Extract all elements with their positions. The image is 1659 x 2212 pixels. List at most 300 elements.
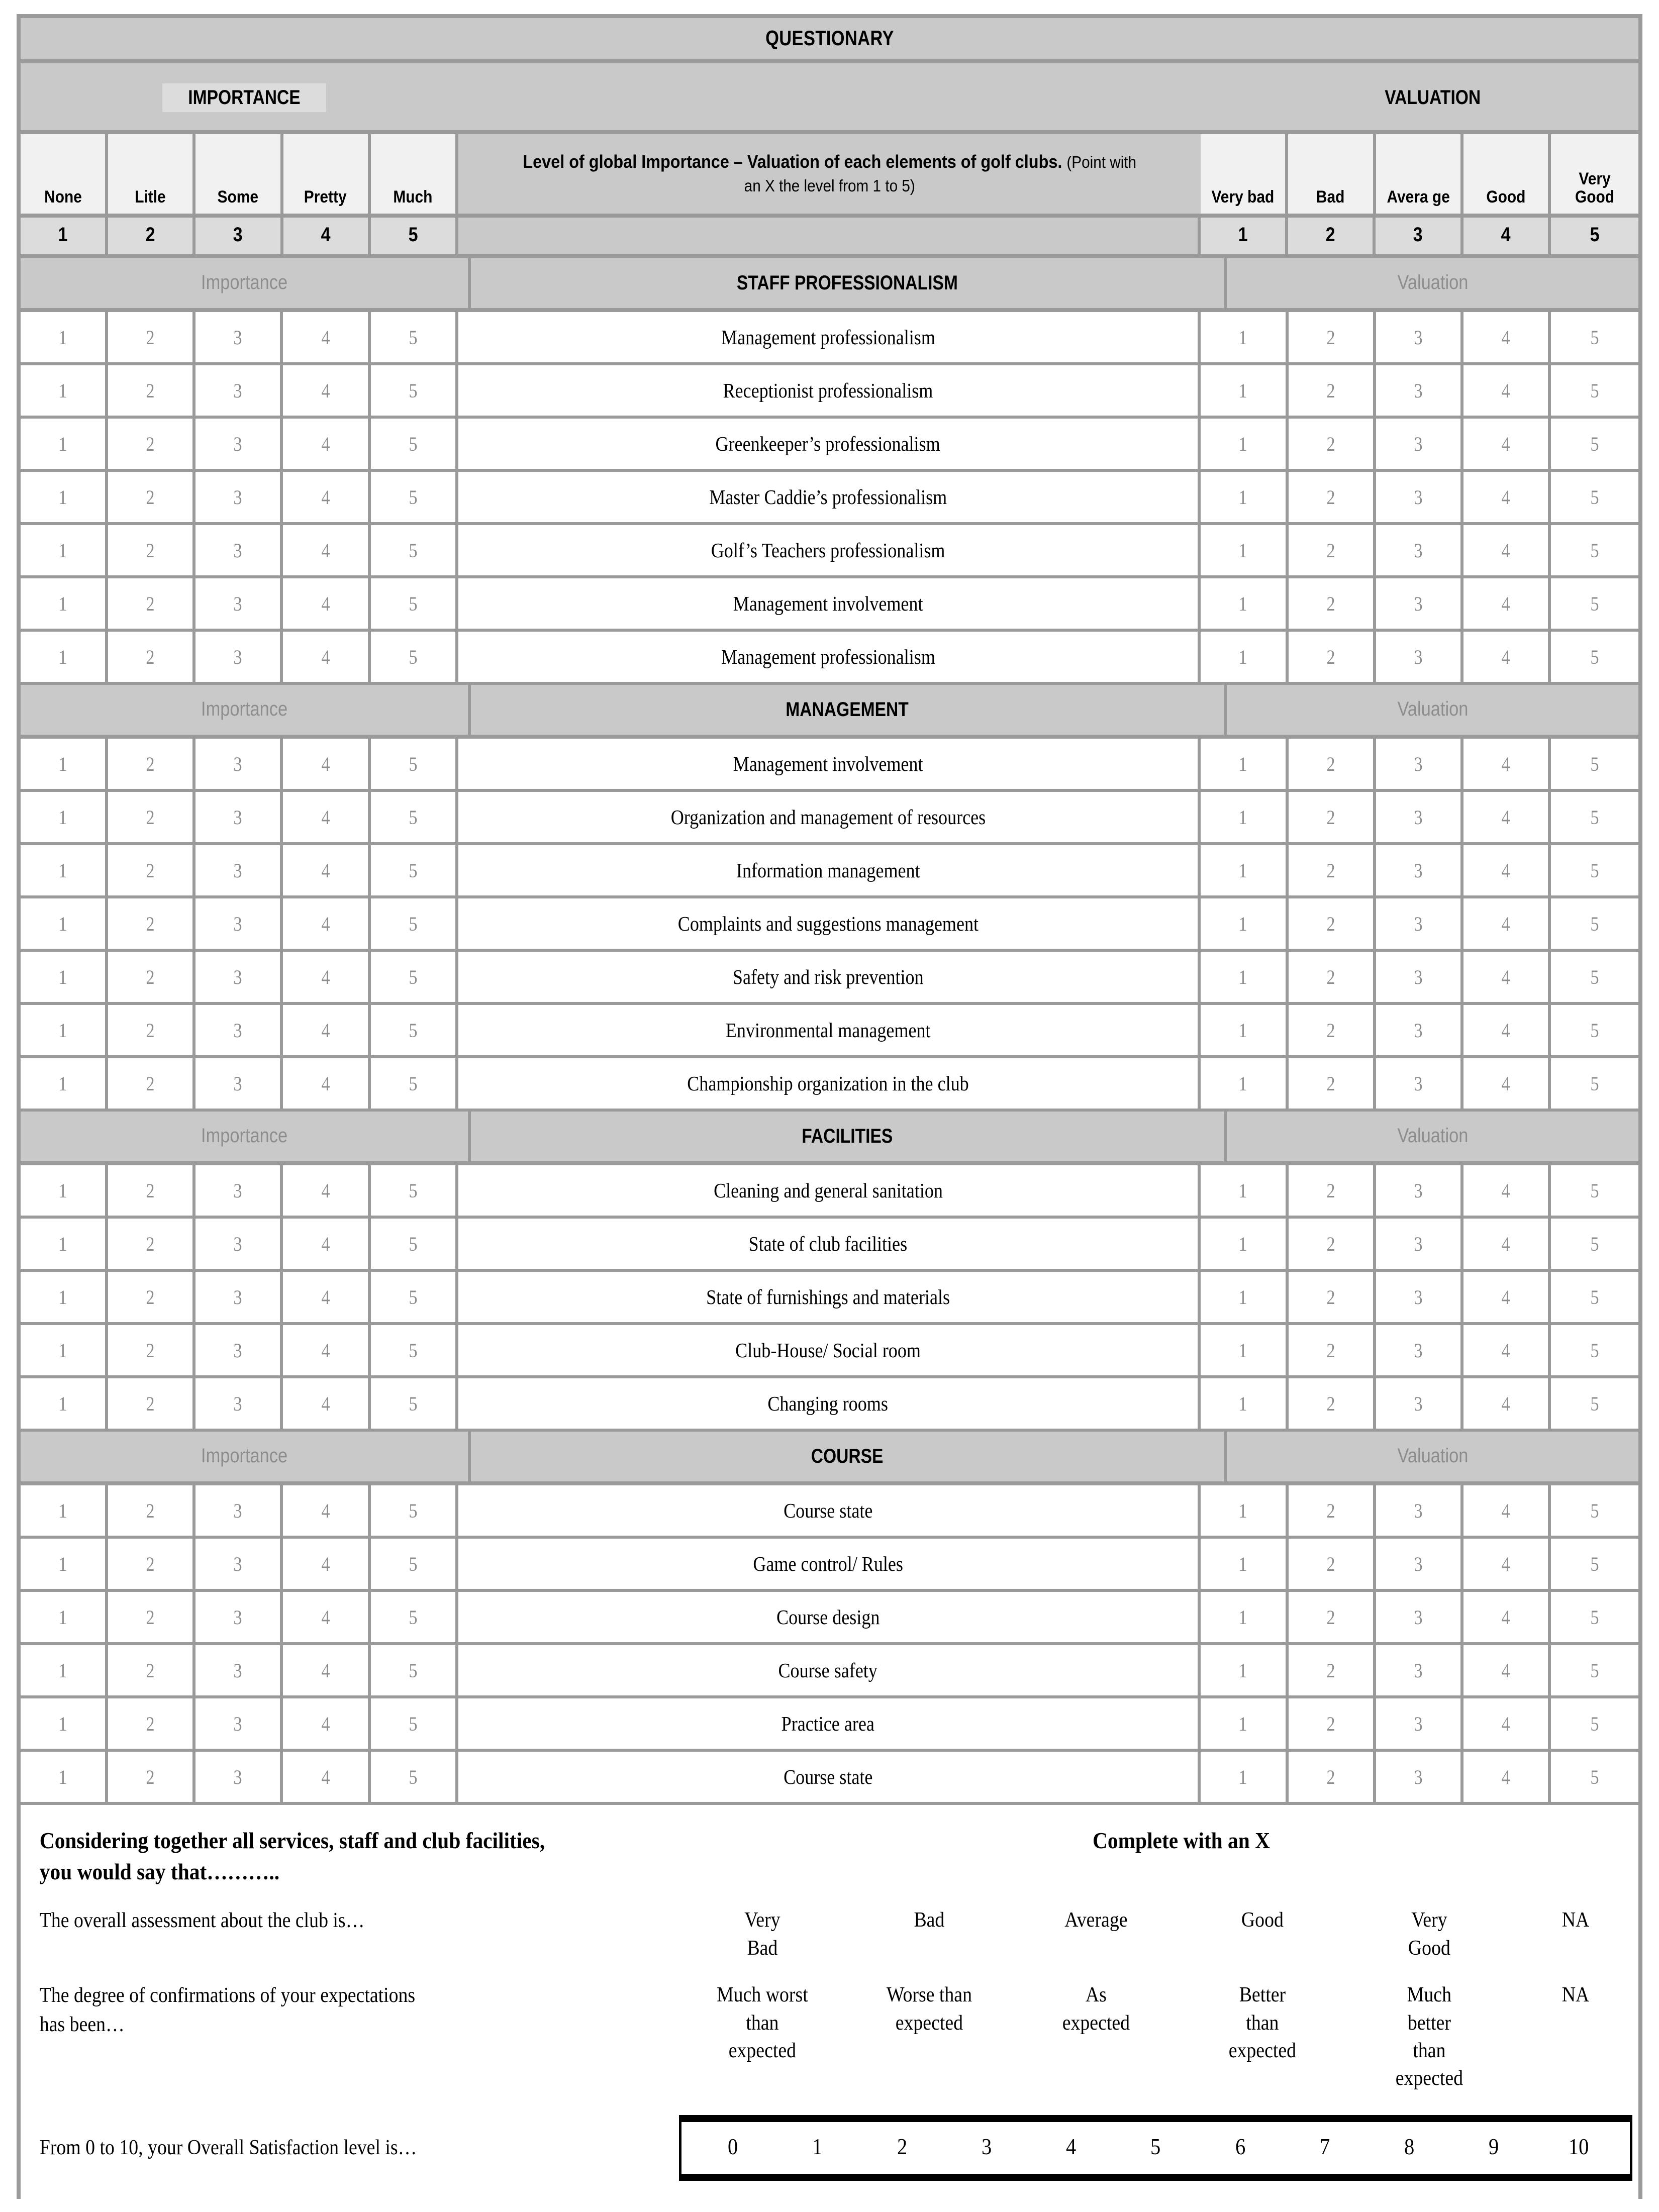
valuation-cell-4-value: 4 [1501, 485, 1510, 509]
valuation-cell-4[interactable] [1463, 365, 1551, 416]
importance-cell-4-value: 4 [321, 1019, 330, 1042]
expectations-option-4[interactable] [1188, 1981, 1338, 2093]
importance-cell-4[interactable] [283, 1752, 370, 1802]
valuation-cell-1[interactable] [1201, 1272, 1288, 1322]
valuation-cell-4[interactable] [1463, 1378, 1551, 1429]
importance-cell-2[interactable] [108, 845, 196, 895]
valuation-cell-2[interactable] [1289, 845, 1376, 895]
valuation-cell-4[interactable] [1463, 1325, 1551, 1375]
importance-cell-4[interactable] [283, 578, 370, 629]
satisfaction-scale-box[interactable] [679, 2115, 1632, 2181]
satisfaction-value-7[interactable]: 7 [1319, 2133, 1330, 2159]
valuation-cell-2[interactable] [1289, 1272, 1376, 1322]
importance-cell-4[interactable] [283, 1485, 370, 1536]
importance-cell-4[interactable] [283, 1592, 370, 1642]
expectations-option-3[interactable] [1021, 1981, 1171, 2093]
valuation-cell-4[interactable] [1463, 312, 1551, 362]
valuation-cell-1[interactable] [1201, 472, 1288, 522]
importance-cell-5[interactable] [371, 632, 458, 682]
valuation-cell-5[interactable] [1551, 1378, 1638, 1429]
importance-cell-4[interactable] [283, 632, 370, 682]
question-expectations [21, 1981, 1638, 2093]
valuation-cell-1[interactable] [1201, 1539, 1288, 1589]
importance-cell-1[interactable] [21, 792, 108, 842]
valuation-cell-2[interactable] [1289, 898, 1376, 949]
importance-cell-4[interactable] [283, 845, 370, 895]
valuation-cell-5[interactable] [1551, 739, 1638, 789]
importance-cell-3[interactable] [196, 1698, 283, 1749]
importance-cell-1[interactable] [21, 1539, 108, 1589]
importance-cell-2[interactable] [108, 1378, 196, 1429]
importance-cell-5[interactable] [371, 1485, 458, 1536]
valuation-cell-5[interactable] [1551, 1752, 1638, 1802]
valuation-cell-4[interactable] [1463, 1539, 1551, 1589]
valuation-cell-1[interactable] [1201, 312, 1288, 362]
importance-cell-4[interactable] [283, 525, 370, 575]
importance-cell-1[interactable] [21, 1592, 108, 1642]
importance-cell-5[interactable] [371, 1219, 458, 1269]
importance-cell-5[interactable] [371, 525, 458, 575]
importance-cell-4[interactable] [283, 1165, 370, 1216]
importance-cell-1[interactable] [21, 1698, 108, 1749]
overall-assessment-option-4[interactable] [1188, 1906, 1338, 1962]
col-header-importance-3 [196, 134, 283, 214]
importance-cell-4[interactable] [283, 1325, 370, 1375]
valuation-cell-5[interactable] [1551, 1272, 1638, 1322]
valuation-cell-1[interactable] [1201, 1752, 1288, 1802]
importance-cell-1[interactable] [21, 1219, 108, 1269]
valuation-cell-1[interactable] [1201, 1592, 1288, 1642]
section-band-title [468, 258, 1227, 308]
importance-cell-5[interactable] [371, 578, 458, 629]
valuation-cell-3[interactable] [1376, 1058, 1463, 1109]
importance-cell-4[interactable] [283, 898, 370, 949]
importance-cell-3-value: 3 [233, 1285, 242, 1309]
valuation-cell-4[interactable] [1463, 1219, 1551, 1269]
overall-assessment-option-6[interactable] [1519, 1906, 1632, 1962]
importance-cell-2[interactable] [108, 792, 196, 842]
valuation-cell-3[interactable] [1376, 898, 1463, 949]
importance-cell-5[interactable] [371, 898, 458, 949]
importance-cell-3[interactable] [196, 419, 283, 469]
valuation-cell-1[interactable] [1201, 419, 1288, 469]
valuation-cell-2[interactable] [1289, 1005, 1376, 1055]
importance-cell-1[interactable] [21, 1325, 108, 1375]
importance-cell-1[interactable] [21, 632, 108, 682]
expectations-option-2[interactable] [854, 1981, 1004, 2093]
importance-cell-5-value: 5 [409, 539, 418, 562]
valuation-cell-1[interactable] [1201, 578, 1288, 629]
importance-cell-1[interactable] [21, 1058, 108, 1109]
valuation-cell-1[interactable] [1201, 1485, 1288, 1536]
satisfaction-value-10[interactable]: 10 [1568, 2133, 1589, 2159]
importance-cell-1-value: 1 [58, 1712, 67, 1735]
valuation-cell-2[interactable] [1289, 312, 1376, 362]
importance-cell-2[interactable] [108, 952, 196, 1002]
importance-cell-1[interactable] [21, 898, 108, 949]
valuation-cell-1[interactable] [1201, 525, 1288, 575]
valuation-cell-4[interactable] [1463, 632, 1551, 682]
importance-cell-2[interactable] [108, 1752, 196, 1802]
importance-cell-1[interactable] [21, 1272, 108, 1322]
valuation-cell-3[interactable] [1376, 1005, 1463, 1055]
valuation-cell-1[interactable] [1201, 1005, 1288, 1055]
valuation-cell-4[interactable] [1463, 419, 1551, 469]
importance-cell-1[interactable] [21, 578, 108, 629]
importance-cell-2[interactable] [108, 1698, 196, 1749]
valuation-cell-1[interactable] [1201, 1378, 1288, 1429]
importance-cell-4[interactable] [283, 1058, 370, 1109]
importance-cell-4[interactable] [283, 1219, 370, 1269]
importance-cell-2[interactable] [108, 1645, 196, 1695]
valuation-cell-5[interactable] [1551, 952, 1638, 1002]
valuation-cell-3[interactable] [1376, 525, 1463, 575]
valuation-cell-3[interactable] [1376, 365, 1463, 416]
valuation-cell-5[interactable] [1551, 1539, 1638, 1589]
importance-cell-3[interactable] [196, 1219, 283, 1269]
valuation-cell-5[interactable] [1551, 1058, 1638, 1109]
valuation-cell-2[interactable] [1289, 1539, 1376, 1589]
valuation-cell-3[interactable] [1376, 1325, 1463, 1375]
valuation-cell-2[interactable] [1289, 1752, 1376, 1802]
valuation-cell-1[interactable] [1201, 365, 1288, 416]
importance-cell-5[interactable] [371, 792, 458, 842]
importance-cell-4[interactable] [283, 1005, 370, 1055]
importance-cell-3[interactable] [196, 1325, 283, 1375]
importance-cell-3[interactable] [196, 1272, 283, 1322]
valuation-cell-3[interactable] [1376, 1485, 1463, 1536]
importance-cell-3[interactable] [196, 845, 283, 895]
valuation-cell-4[interactable] [1463, 792, 1551, 842]
importance-cell-2[interactable] [108, 1485, 196, 1536]
importance-cell-5[interactable] [371, 1165, 458, 1216]
importance-cell-2[interactable] [108, 739, 196, 789]
satisfaction-value-5[interactable]: 5 [1150, 2133, 1161, 2159]
importance-cell-3-value: 3 [233, 912, 242, 935]
valuation-cell-5[interactable] [1551, 419, 1638, 469]
valuation-cell-5[interactable] [1551, 1592, 1638, 1642]
valuation-cell-1[interactable] [1201, 952, 1288, 1002]
importance-cell-3[interactable] [196, 1539, 283, 1589]
valuation-cell-3[interactable] [1376, 1378, 1463, 1429]
valuation-cell-4[interactable] [1463, 578, 1551, 629]
valuation-cell-1[interactable] [1201, 898, 1288, 949]
overall-lead-line1: Considering together all services, staff and club facilities, [39, 1828, 545, 1853]
importance-cell-2[interactable] [108, 365, 196, 416]
valuation-cell-1[interactable] [1201, 739, 1288, 789]
valuation-cell-5[interactable] [1551, 1165, 1638, 1216]
valuation-cell-1-value: 1 [1238, 1765, 1248, 1788]
valuation-cell-3[interactable] [1376, 1539, 1463, 1589]
valuation-cell-1[interactable] [1201, 1219, 1288, 1269]
importance-cell-4[interactable] [283, 419, 370, 469]
valuation-cell-4[interactable] [1463, 739, 1551, 789]
valuation-cell-2[interactable] [1289, 472, 1376, 522]
valuation-cell-5[interactable] [1551, 1005, 1638, 1055]
importance-cell-2[interactable] [108, 312, 196, 362]
valuation-cell-5[interactable] [1551, 898, 1638, 949]
satisfaction-value-0[interactable]: 0 [728, 2133, 738, 2159]
importance-cell-2[interactable] [108, 1058, 196, 1109]
importance-cell-1[interactable] [21, 365, 108, 416]
importance-cell-1[interactable] [21, 1005, 108, 1055]
valuation-cell-5[interactable] [1551, 365, 1638, 416]
importance-cell-5[interactable] [371, 1272, 458, 1322]
header-middle-spacer [468, 63, 1227, 130]
importance-cell-3[interactable] [196, 472, 283, 522]
valuation-cell-2[interactable] [1289, 739, 1376, 789]
valuation-cell-2[interactable] [1289, 365, 1376, 416]
importance-cell-5[interactable] [371, 845, 458, 895]
importance-cell-3[interactable] [196, 898, 283, 949]
satisfaction-value-1[interactable]: 1 [812, 2133, 823, 2159]
importance-cell-3[interactable] [196, 1165, 283, 1216]
valuation-cell-4[interactable] [1463, 1272, 1551, 1322]
valuation-cell-4[interactable] [1463, 525, 1551, 575]
question-overall-assessment-options[interactable] [679, 1906, 1638, 1962]
valuation-cell-2[interactable] [1289, 952, 1376, 1002]
valuation-cell-2[interactable] [1289, 1592, 1376, 1642]
importance-cell-1[interactable] [21, 312, 108, 362]
importance-cell-3[interactable] [196, 1592, 283, 1642]
importance-cell-5[interactable] [371, 472, 458, 522]
valuation-cell-4[interactable] [1463, 1752, 1551, 1802]
valuation-cell-3[interactable] [1376, 1592, 1463, 1642]
importance-cell-3[interactable] [196, 312, 283, 362]
importance-cell-5[interactable] [371, 1058, 458, 1109]
valuation-cell-3[interactable] [1376, 792, 1463, 842]
valuation-cell-2[interactable] [1289, 1325, 1376, 1375]
valuation-cell-2[interactable] [1289, 632, 1376, 682]
valuation-cell-3[interactable] [1376, 952, 1463, 1002]
valuation-cell-3[interactable] [1376, 845, 1463, 895]
importance-cell-4[interactable] [283, 1272, 370, 1322]
valuation-cell-4[interactable] [1463, 1698, 1551, 1749]
valuation-cell-3-value: 3 [1414, 539, 1423, 562]
valuation-cell-5[interactable] [1551, 1325, 1638, 1375]
importance-cell-5[interactable] [371, 1752, 458, 1802]
valuation-cell-4[interactable] [1463, 1592, 1551, 1642]
valuation-cell-5[interactable] [1551, 312, 1638, 362]
valuation-cell-3[interactable] [1376, 1645, 1463, 1695]
valuation-cell-2[interactable] [1289, 1219, 1376, 1269]
satisfaction-value-4[interactable]: 4 [1066, 2133, 1077, 2159]
valuation-cell-4[interactable] [1463, 1058, 1551, 1109]
valuation-cell-5[interactable] [1551, 845, 1638, 895]
importance-cell-3[interactable] [196, 1752, 283, 1802]
importance-cell-2[interactable] [108, 578, 196, 629]
importance-cell-5[interactable] [371, 1378, 458, 1429]
importance-cell-4[interactable] [283, 1539, 370, 1589]
valuation-cell-5[interactable] [1551, 1645, 1638, 1695]
importance-cell-1[interactable] [21, 845, 108, 895]
valuation-cell-2[interactable] [1289, 1165, 1376, 1216]
importance-cell-2[interactable] [108, 525, 196, 575]
valuation-cell-3[interactable] [1376, 1165, 1463, 1216]
item-label [458, 1592, 1201, 1642]
importance-cell-1[interactable] [21, 952, 108, 1002]
expectations-option-5[interactable] [1354, 1981, 1505, 2093]
valuation-cell-4[interactable] [1463, 472, 1551, 522]
importance-cell-2[interactable] [108, 1272, 196, 1322]
satisfaction-value-2[interactable]: 2 [897, 2133, 907, 2159]
valuation-cell-1[interactable] [1201, 1058, 1288, 1109]
importance-cell-3[interactable] [196, 952, 283, 1002]
importance-cell-2[interactable] [108, 1539, 196, 1589]
valuation-cell-4[interactable] [1463, 1485, 1551, 1536]
valuation-cell-3[interactable] [1376, 312, 1463, 362]
expectations-option-1-line-2: than [746, 2011, 779, 2035]
importance-cell-4[interactable] [283, 1698, 370, 1749]
importance-cell-5[interactable] [371, 1005, 458, 1055]
expectations-option-1[interactable] [688, 1981, 838, 2093]
valuation-cell-1[interactable] [1201, 1325, 1288, 1375]
valuation-cell-4[interactable] [1463, 1005, 1551, 1055]
importance-cell-4[interactable] [283, 472, 370, 522]
valuation-cell-4[interactable] [1463, 1645, 1551, 1695]
importance-cell-3[interactable] [196, 1058, 283, 1109]
importance-cell-4[interactable] [283, 1378, 370, 1429]
importance-cell-5[interactable] [371, 419, 458, 469]
valuation-cell-5[interactable] [1551, 472, 1638, 522]
valuation-cell-5[interactable] [1551, 1485, 1638, 1536]
valuation-cell-1[interactable] [1201, 792, 1288, 842]
valuation-cell-5[interactable] [1551, 1219, 1638, 1269]
importance-cell-5[interactable] [371, 1325, 458, 1375]
valuation-cell-1-value: 1 [1238, 1339, 1248, 1362]
valuation-cell-4[interactable] [1463, 845, 1551, 895]
valuation-cell-2[interactable] [1289, 1645, 1376, 1695]
valuation-cell-5[interactable] [1551, 792, 1638, 842]
importance-cell-5[interactable] [371, 952, 458, 1002]
valuation-cell-3[interactable] [1376, 1698, 1463, 1749]
importance-cell-3[interactable] [196, 632, 283, 682]
importance-cell-5[interactable] [371, 1698, 458, 1749]
importance-cell-1[interactable] [21, 1165, 108, 1216]
importance-cell-2[interactable] [108, 1592, 196, 1642]
importance-cell-1[interactable] [21, 1752, 108, 1802]
valuation-cell-4[interactable] [1463, 898, 1551, 949]
valuation-cell-5[interactable] [1551, 578, 1638, 629]
importance-cell-3[interactable] [196, 1005, 283, 1055]
importance-cell-1[interactable] [21, 419, 108, 469]
importance-cell-3[interactable] [196, 1645, 283, 1695]
importance-cell-1[interactable] [21, 472, 108, 522]
satisfaction-value-3[interactable]: 3 [981, 2133, 992, 2159]
importance-cell-3[interactable] [196, 792, 283, 842]
valuation-cell-3[interactable] [1376, 739, 1463, 789]
valuation-cell-3[interactable] [1376, 632, 1463, 682]
importance-cell-2[interactable] [108, 1325, 196, 1375]
valuation-cell-5[interactable] [1551, 632, 1638, 682]
importance-cell-3[interactable] [196, 739, 283, 789]
valuation-cell-1[interactable] [1201, 632, 1288, 682]
valuation-cell-2[interactable] [1289, 578, 1376, 629]
importance-cell-3[interactable] [196, 525, 283, 575]
importance-cell-1[interactable] [21, 525, 108, 575]
valuation-cell-2[interactable] [1289, 419, 1376, 469]
satisfaction-value-9[interactable]: 9 [1489, 2133, 1499, 2159]
importance-cell-3-value: 3 [233, 379, 242, 402]
overall-assessment-option-2[interactable] [854, 1906, 1004, 1962]
satisfaction-value-6[interactable]: 6 [1235, 2133, 1245, 2159]
importance-cell-5[interactable] [371, 739, 458, 789]
valuation-cell-1[interactable] [1201, 845, 1288, 895]
importance-cell-5[interactable] [371, 365, 458, 416]
overall-assessment-option-1[interactable] [688, 1906, 838, 1962]
importance-cell-4[interactable] [283, 365, 370, 416]
valuation-cell-2[interactable] [1289, 1485, 1376, 1536]
importance-cell-3[interactable] [196, 578, 283, 629]
overall-assessment-option-5[interactable] [1354, 1906, 1505, 1962]
importance-cell-1[interactable] [21, 1645, 108, 1695]
expectations-option-6[interactable] [1519, 1981, 1632, 2093]
importance-cell-2[interactable] [108, 472, 196, 522]
importance-cell-5[interactable] [371, 1539, 458, 1589]
importance-cell-3-value: 3 [233, 1392, 242, 1415]
importance-cell-4[interactable] [283, 792, 370, 842]
importance-cell-5[interactable] [371, 1645, 458, 1695]
importance-group-badge [162, 83, 326, 112]
importance-cell-2[interactable] [108, 632, 196, 682]
valuation-cell-4[interactable] [1463, 1165, 1551, 1216]
section-band-importance-label: Importance [201, 271, 288, 293]
valuation-cell-3[interactable] [1376, 1752, 1463, 1802]
importance-cell-1[interactable] [21, 1378, 108, 1429]
valuation-cell-3[interactable] [1376, 472, 1463, 522]
importance-cell-1[interactable] [21, 739, 108, 789]
importance-cell-3[interactable] [196, 1485, 283, 1536]
satisfaction-value-8[interactable]: 8 [1404, 2133, 1415, 2159]
valuation-cell-5[interactable] [1551, 1698, 1638, 1749]
question-expectations-options[interactable] [679, 1981, 1638, 2093]
valuation-cell-2[interactable] [1289, 1058, 1376, 1109]
importance-cell-4[interactable] [283, 312, 370, 362]
valuation-cell-2-value: 2 [1326, 539, 1335, 562]
valuation-cell-4[interactable] [1463, 952, 1551, 1002]
valuation-cell-3[interactable] [1376, 578, 1463, 629]
valuation-cell-2[interactable] [1289, 792, 1376, 842]
importance-cell-4[interactable] [283, 1645, 370, 1695]
valuation-cell-5[interactable] [1551, 525, 1638, 575]
importance-cell-4[interactable] [283, 952, 370, 1002]
valuation-cell-1-value: 1 [1238, 1499, 1248, 1522]
importance-cell-5[interactable] [371, 312, 458, 362]
importance-cell-2[interactable] [108, 1165, 196, 1216]
valuation-cell-1[interactable] [1201, 1698, 1288, 1749]
importance-cell-5[interactable] [371, 1592, 458, 1642]
valuation-cell-2[interactable] [1289, 1698, 1376, 1749]
item-label [458, 845, 1201, 895]
importance-cell-4[interactable] [283, 739, 370, 789]
importance-cell-3[interactable] [196, 1378, 283, 1429]
valuation-cell-1[interactable] [1201, 1165, 1288, 1216]
overall-assessment-option-3[interactable] [1021, 1906, 1171, 1962]
valuation-cell-2[interactable] [1289, 525, 1376, 575]
valuation-cell-1[interactable] [1201, 1645, 1288, 1695]
importance-cell-1[interactable] [21, 1485, 108, 1536]
importance-cell-2[interactable] [108, 419, 196, 469]
importance-cell-2[interactable] [108, 1005, 196, 1055]
valuation-cell-3[interactable] [1376, 1219, 1463, 1269]
importance-cell-3[interactable] [196, 365, 283, 416]
valuation-cell-3[interactable] [1376, 419, 1463, 469]
section-band-importance [21, 1432, 468, 1481]
importance-cell-2[interactable] [108, 898, 196, 949]
valuation-cell-2[interactable] [1289, 1378, 1376, 1429]
valuation-cell-3[interactable] [1376, 1272, 1463, 1322]
importance-cell-2[interactable] [108, 1219, 196, 1269]
